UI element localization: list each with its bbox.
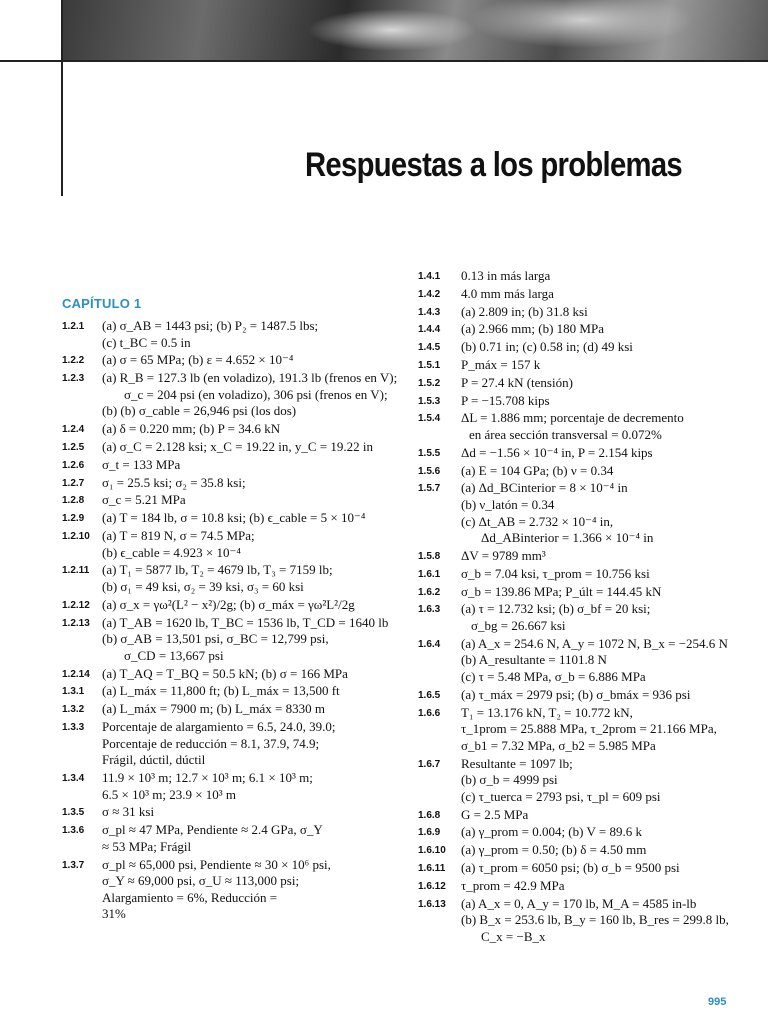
problem-number: 1.6.6 xyxy=(418,707,441,719)
answer-line: 31% xyxy=(102,906,126,922)
problem-number: 1.4.2 xyxy=(418,288,441,300)
answer-line: 6.5 × 10³ m; 23.9 × 10³ m xyxy=(102,786,237,802)
problem-number: 1.2.5 xyxy=(62,442,85,453)
problem-number: 1.6.7 xyxy=(418,758,441,770)
answer-line: P = 27.4 kN (tensión) xyxy=(461,374,573,390)
problem-number: 1.6.12 xyxy=(418,880,446,892)
header-rule xyxy=(0,60,768,62)
answer-line: σ_b = 139.86 MPa; P_últ = 144.45 kN xyxy=(461,583,662,599)
problem-number: 1.6.9 xyxy=(418,827,441,839)
answer-line: σ_t = 133 MPa xyxy=(102,456,181,472)
answer-line: Porcentaje de reducción = 8.1, 37.9, 74.9; xyxy=(102,735,320,751)
answer-line: (a) R_B = 127.3 lb (en voladizo), 191.3 lb (frenos en V); xyxy=(102,370,398,386)
problem-number: 1.2.1 xyxy=(62,321,85,332)
answer-line: (a) L_máx = 11,800 ft; (b) L_máx = 13,500 ft xyxy=(102,683,340,699)
answer-line: (a) T₁ = 5877 lb, T₂ = 4679 lb, T₃ = 7159 lb; xyxy=(102,562,333,578)
answer-line: σ₁ = 25.5 ksi; σ₂ = 35.8 ksi; xyxy=(102,474,246,490)
answer-line: (a) γ_prom = 0.004; (b) V = 89.6 k xyxy=(461,824,642,840)
problem-number: 1.2.7 xyxy=(62,477,85,489)
answer-line: (c) t_BC = 0.5 in xyxy=(102,334,191,350)
answer-line: (a) T_AQ = T_BQ = 50.5 kN; (b) σ = 166 MPa xyxy=(102,665,348,681)
problem-number: 1.3.4 xyxy=(62,773,85,784)
problem-number: 1.2.3 xyxy=(62,373,85,385)
answer-line: (b) σ_AB = 13,501 psi, σ_BC = 12,799 psi, xyxy=(102,631,329,647)
problem-number: 1.6.5 xyxy=(418,689,441,701)
answer-line: σ_c = 204 psi (en voladizo), 306 psi (frenos en V); xyxy=(124,386,388,402)
chapter-heading: CAPÍTULO 1 xyxy=(62,296,142,311)
answer-line: T₁ = 13.176 kN, T₂ = 10.772 kN, xyxy=(461,704,633,720)
answer-line: (a) τ_máx = 2979 psi; (b) σ_bmáx = 936 psi xyxy=(461,686,691,702)
answer-line: (a) A_x = 254.6 N, A_y = 1072 N, B_x = −254.6 N xyxy=(461,635,728,651)
answer-line: σ_bg = 26.667 ksi xyxy=(471,618,566,633)
answer-line: G = 2.5 MPa xyxy=(461,806,529,822)
answer-line: (a) σ_x = γω²(L² − x²)/2g; (b) σ_máx = γω²L²/2g xyxy=(102,596,355,612)
answer-line: Porcentaje de alargamiento = 6.5, 24.0, 39.0; xyxy=(102,719,336,734)
problem-number: 1.5.6 xyxy=(418,465,441,477)
answer-line: ΔL = 1.886 mm; porcentaje de decremento xyxy=(461,410,684,426)
answer-line: σ_pl ≈ 47 MPa, Pendiente ≈ 2.4 GPa, σ_Y xyxy=(102,822,323,838)
answer-line: (a) Δd_BCinterior = 8 × 10⁻⁴ in xyxy=(461,480,628,496)
problem-number: 1.5.4 xyxy=(418,413,441,425)
answer-line: (c) Δt_AB = 2.732 × 10⁻⁴ in, xyxy=(461,513,614,529)
answer-line: Frágil, dúctil, dúctil xyxy=(102,752,206,768)
answer-line: σ_c = 5.21 MPa xyxy=(102,492,186,508)
answer-line: (c) τ_tuerca = 2793 psi, τ_pl = 609 psi xyxy=(461,788,661,804)
answer-line: (a) σ_AB = 1443 psi; (b) P₂ = 1487.5 lbs; xyxy=(102,318,319,333)
answer-line: (b) (b) σ_cable = 26,946 psi (los dos) xyxy=(102,403,297,419)
answer-line: (b) σ_b = 4999 psi xyxy=(461,772,558,788)
problem-number: 1.3.5 xyxy=(62,807,85,819)
problem-number: 1.6.11 xyxy=(418,863,446,874)
page-title: Respuestas a los problemas xyxy=(305,146,683,184)
problem-number: 1.6.10 xyxy=(418,845,446,857)
problem-number: 1.2.9 xyxy=(62,513,85,525)
problem-number: 1.4.5 xyxy=(418,342,441,354)
answer-line: Δd_ABinterior = 1.366 × 10⁻⁴ in xyxy=(481,530,654,546)
problem-number: 1.5.3 xyxy=(418,395,441,407)
problem-number: 1.3.1 xyxy=(62,686,85,698)
answer-line: (a) E = 104 GPa; (b) ν = 0.34 xyxy=(461,462,614,478)
problem-number: 1.6.8 xyxy=(418,809,441,821)
problem-number: 1.3.2 xyxy=(62,704,85,716)
answer-line: (a) 2.809 in; (b) 31.8 ksi xyxy=(461,303,588,319)
problem-number: 1.6.2 xyxy=(418,586,441,598)
problem-number: 1.2.2 xyxy=(62,355,85,367)
header-photo xyxy=(62,0,768,62)
answer-line: (b) A_resultante = 1101.8 N xyxy=(461,652,607,668)
problem-number: 1.2.8 xyxy=(62,495,85,507)
problem-number: 1.2.6 xyxy=(62,459,85,471)
answer-line: σ_pl ≈ 65,000 psi, Pendiente ≈ 30 × 10⁶ psi, xyxy=(102,856,331,872)
problem-number: 1.3.3 xyxy=(62,722,85,733)
problem-number: 1.2.11 xyxy=(62,565,90,577)
problem-number: 1.5.2 xyxy=(418,377,441,389)
problem-number: 1.6.3 xyxy=(418,604,441,616)
answer-line: σ_CD = 13,667 psi xyxy=(124,647,224,663)
answer-line: (c) τ = 5.48 MPa, σ_b = 6.886 MPa xyxy=(461,669,646,684)
margin-rule xyxy=(61,0,63,196)
problem-number: 1.5.5 xyxy=(418,447,441,459)
answer-line: (b) ν_latón = 0.34 xyxy=(461,497,555,512)
answer-line: C_x = −B_x xyxy=(481,928,546,944)
answer-line: (b) ϵ_cable = 4.923 × 10⁻⁴ xyxy=(102,544,241,560)
problem-number: 1.2.10 xyxy=(62,531,90,542)
answer-line: σ_b = 7.04 ksi, τ_prom = 10.756 ksi xyxy=(461,565,650,581)
problem-number: 1.6.1 xyxy=(418,568,441,580)
problem-number: 1.5.8 xyxy=(418,551,441,562)
problem-number: 1.2.13 xyxy=(62,617,90,629)
problem-number: 1.4.4 xyxy=(418,324,441,336)
answer-line: σ_b1 = 7.32 MPa, σ_b2 = 5.985 MPa xyxy=(461,737,656,753)
answer-line: P_máx = 157 k xyxy=(461,357,541,372)
answer-line: (a) σ_C = 2.128 ksi; x_C = 19.22 in, y_C = 19.22 in xyxy=(102,439,373,454)
answer-line: σ ≈ 31 ksi xyxy=(102,804,155,820)
answer-line: 11.9 × 10³ m; 12.7 × 10³ m; 6.1 × 10³ m; xyxy=(102,770,313,785)
answer-line: (a) T = 184 lb, σ = 10.8 ksi; (b) ϵ_cable = 5 × 10⁻⁴ xyxy=(102,510,366,526)
problem-number: 1.3.7 xyxy=(62,859,85,871)
answer-line: 4.0 mm más larga xyxy=(461,285,554,301)
problem-number: 1.2.12 xyxy=(62,599,90,611)
answer-line: en área sección transversal = 0.072% xyxy=(469,427,662,442)
answer-line: τ_1prom = 25.888 MPa, τ_2prom = 21.166 MPa, xyxy=(461,721,717,737)
answer-line: Resultante = 1097 lb; xyxy=(461,755,573,771)
answer-line: σ_Y ≈ 69,000 psi, σ_U ≈ 113,000 psi; xyxy=(102,873,300,889)
page-number: 995 xyxy=(708,996,727,1008)
problem-number: 1.4.1 xyxy=(418,271,441,282)
problem-number: 1.4.3 xyxy=(418,306,441,318)
answer-line: (a) T_AB = 1620 lb, T_BC = 1536 lb, T_CD = 1640 lb xyxy=(102,614,389,630)
answer-line: (a) δ = 0.220 mm; (b) P = 34.6 kN xyxy=(102,421,281,437)
answer-line: (b) 0.71 in; (c) 0.58 in; (d) 49 ksi xyxy=(461,339,633,355)
answer-line: τ_prom = 42.9 MPa xyxy=(461,877,565,893)
answer-line: 0.13 in más larga xyxy=(461,268,551,283)
problem-number: 1.6.4 xyxy=(418,638,441,650)
answer-line: Δd = −1.56 × 10⁻⁴ in, P = 2.154 kips xyxy=(461,444,653,460)
answer-line: (a) γ_prom = 0.50; (b) δ = 4.50 mm xyxy=(461,842,647,858)
problem-number: 1.2.4 xyxy=(62,424,85,436)
problem-number: 1.5.1 xyxy=(418,360,441,371)
problem-number: 1.5.7 xyxy=(418,483,441,495)
problem-number: 1.6.13 xyxy=(418,898,446,910)
problem-number: 1.2.14 xyxy=(62,668,90,680)
answer-line: (a) σ = 65 MPa; (b) ε = 4.652 × 10⁻⁴ xyxy=(102,352,294,368)
answer-line: Alargamiento = 6%, Reducción = xyxy=(102,889,278,905)
answer-line: (a) 2.966 mm; (b) 180 MPa xyxy=(461,321,604,337)
answer-line: (a) A_x = 0, A_y = 170 lb, M_A = 4585 in-lb xyxy=(461,895,697,911)
problem-number: 1.3.6 xyxy=(62,825,85,837)
answer-line: P = −15.708 kips xyxy=(461,392,550,408)
answer-line: (a) T = 819 N, σ = 74.5 MPa; xyxy=(102,528,255,543)
answer-line: (b) B_x = 253.6 lb, B_y = 160 lb, B_res = 299.8 lb, xyxy=(461,912,729,928)
answer-line: ΔV = 9789 mm³ xyxy=(461,548,546,563)
answer-line: (a) L_máx = 7900 m; (b) L_máx = 8330 m xyxy=(102,701,325,717)
answer-line: ≈ 53 MPa; Frágil xyxy=(102,838,192,854)
answer-line: (a) τ = 12.732 ksi; (b) σ_bf = 20 ksi; xyxy=(461,601,651,617)
answer-line: (a) τ_prom = 6050 psi; (b) σ_b = 9500 psi xyxy=(461,860,680,875)
answer-line: (b) σ₁ = 49 ksi, σ₂ = 39 ksi, σ₃ = 60 ksi xyxy=(102,579,304,594)
